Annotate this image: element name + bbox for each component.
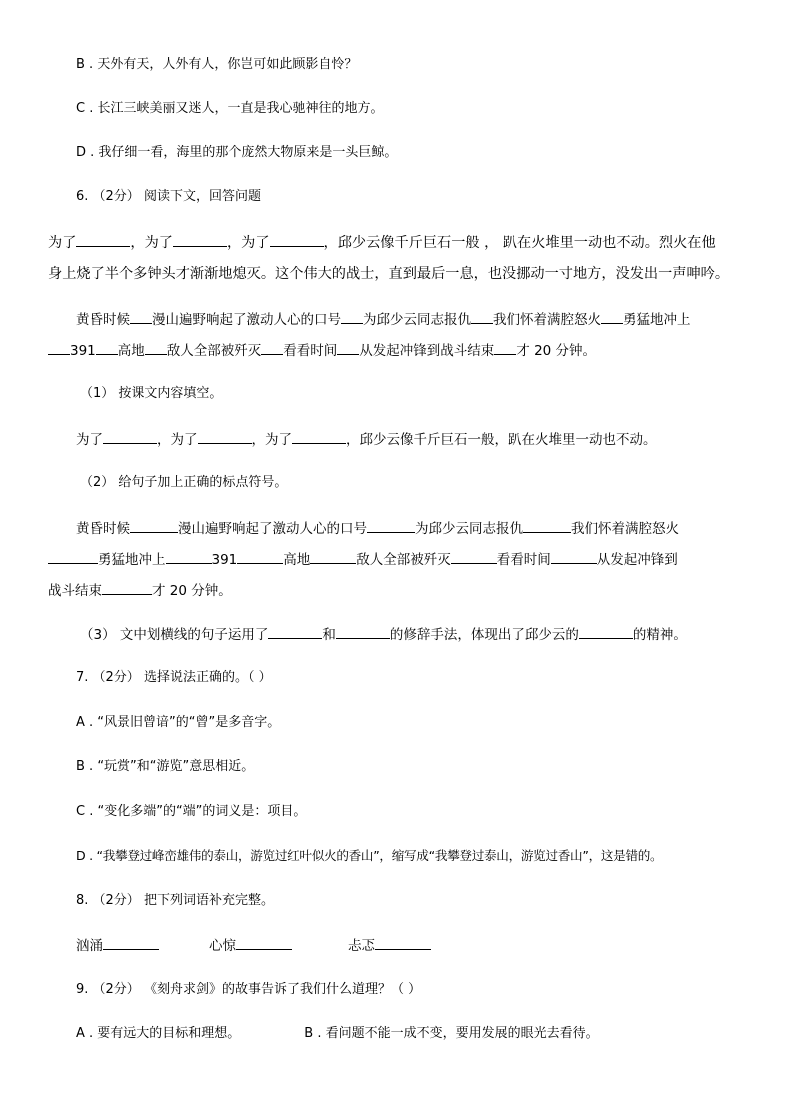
passage-line-3 (76, 309, 750, 330)
fill-text: 勇猛地冲上 (98, 552, 166, 568)
fill-text: 看看时间 (496, 552, 551, 568)
fill-text: 从发起冲锋到 (596, 552, 678, 568)
blank (494, 340, 516, 355)
fill-text: 391 (211, 552, 238, 568)
blank (270, 232, 324, 247)
answer-blank[interactable] (336, 624, 390, 639)
sub-question-2-text: （2） 给句子加上正确的标点符号。 (80, 475, 288, 490)
answer-blank[interactable] (292, 429, 346, 444)
fill-text: ，为了 (251, 432, 292, 448)
blank (261, 340, 283, 355)
fill-text: 我们怀着满腔怒火 (571, 521, 679, 537)
fill-text: 为邱少云同志报仇 (415, 521, 523, 537)
option-text: D . “我攀登过峰峦雄伟的泰山，游览过红叶似火的香山”，缩写成“我攀登过泰山，游览过香山”，这是错的。 (76, 848, 663, 863)
fill-text: 的修辞手法，体现出了邱少云的 (389, 627, 579, 643)
answer-blank[interactable] (310, 549, 356, 564)
blank (341, 309, 363, 324)
passage-text: ，为了 (130, 235, 173, 251)
answer-blank[interactable] (48, 549, 98, 564)
fill-text: ，邱少云像千斤巨石一般，趴在火堆里一动也不动。 (346, 432, 657, 448)
option-d-text: D . 我仔细一看，海里的那个庞然大物原来是一头巨鲸。 (76, 145, 398, 160)
fill-text: 战斗结束 (48, 583, 102, 599)
blank (173, 232, 227, 247)
question-9-text: 9. （2分） 《刻舟求剑》的故事告诉了我们什么道理？（ ） (76, 982, 422, 997)
answer-blank[interactable] (130, 518, 178, 533)
blank (96, 340, 118, 355)
option-b-text: B . 天外有天，人外有人，你岂可如此顾影自怜？ (76, 57, 358, 72)
answer-blank[interactable] (237, 549, 283, 564)
fill-text: 为了 (76, 432, 103, 448)
answer-blank[interactable] (166, 549, 212, 564)
question-7-text: 7. （2分） 选择说法正确的。（ ） (76, 670, 272, 685)
question-7-option-c[interactable] (76, 802, 750, 822)
question-7-option-d[interactable] (76, 846, 750, 866)
passage-line-2 (48, 264, 750, 284)
passage-text: 敌人全部被歼灭 (166, 343, 262, 359)
answer-blank[interactable] (523, 518, 571, 533)
blank (471, 309, 493, 324)
option-text: A . “风景旧曾谙”的“曾”是多音字。 (76, 715, 281, 730)
passage-text: 勇猛地冲上 (623, 312, 691, 328)
option-d-line (76, 143, 750, 163)
blank (48, 340, 70, 355)
question-8-title (76, 891, 750, 911)
answer-blank[interactable] (103, 935, 159, 950)
passage-text: ，为了 (226, 235, 270, 251)
word-text: 忐忑 (348, 938, 375, 954)
passage-text: ，邱少云像千斤巨石一般 ， 趴在火堆里一动也不动。烈火在他 (323, 235, 716, 251)
option-b-line (76, 55, 750, 75)
blank (145, 340, 167, 355)
passage-text: 看看时间 (283, 343, 338, 359)
passage-text: 漫山遍野响起了激动人心的口号 (152, 312, 341, 328)
answer-blank[interactable] (367, 518, 415, 533)
question-6-title (76, 187, 750, 207)
answer-blank[interactable] (451, 549, 497, 564)
answer-blank[interactable] (551, 549, 597, 564)
question-9-option-a[interactable]: A . 要有远大的目标和理想。 (76, 1026, 241, 1041)
sub-question-2-line-1 (76, 518, 750, 539)
passage-text: 我们怀着满腔怒火 (493, 312, 601, 328)
word-text: 汹涌 (76, 938, 103, 954)
fill-text: 高地 (283, 552, 311, 568)
question-6-text: 6. （2分） 阅读下文，回答问题 (76, 189, 261, 204)
word-text: 心惊 (209, 938, 236, 954)
answer-blank[interactable] (268, 624, 322, 639)
option-text: C . “变化多端”的“端”的词义是：项目。 (76, 804, 307, 819)
sub-question-1-fill (76, 429, 750, 450)
passage-line-4 (48, 340, 750, 361)
question-7-option-a[interactable] (76, 713, 750, 733)
passage-line-1 (48, 232, 750, 253)
question-9-option-b[interactable]: B . 看问题不能一成不变，要用发展的眼光去看待。 (304, 1026, 599, 1041)
passage-text: 从发起冲锋到战斗结束 (359, 343, 495, 359)
fill-text: 才 20 分钟。 (152, 583, 232, 599)
question-9-title (76, 980, 750, 1000)
answer-blank[interactable] (579, 624, 633, 639)
fill-text: 黄昏时候 (76, 521, 130, 537)
fill-text: 和 (322, 627, 336, 643)
question-7-title (76, 668, 750, 688)
sub-question-2 (80, 473, 750, 493)
question-8-text: 8. （2分） 把下列词语补充完整。 (76, 893, 274, 908)
answer-blank[interactable] (198, 429, 252, 444)
answer-blank[interactable] (102, 580, 152, 595)
blank (130, 309, 152, 324)
question-8-words (76, 935, 750, 956)
option-c-text: C . 长江三峡美丽又迷人，一直是我心驰神往的地方。 (76, 101, 384, 116)
passage-text: 身上烧了半个多钟头才渐渐地熄灭。这个伟大的战士，直到最后一息，也没挪动一寸地方，没发出一声呻吟。 (48, 266, 730, 282)
sub-question-1 (80, 384, 750, 404)
answer-blank[interactable] (236, 935, 292, 950)
fill-text: 漫山遍野响起了激动人心的口号 (178, 521, 367, 537)
blank (337, 340, 359, 355)
option-c-line (76, 99, 750, 119)
passage-text: 为了 (48, 235, 77, 251)
fill-text: 敌人全部被歼灭 (356, 552, 451, 568)
fill-text: 的精神。 (632, 627, 687, 643)
sub-question-1-text: （1） 按课文内容填空。 (80, 386, 223, 401)
sub-question-2-line-2 (48, 549, 750, 570)
question-9-options (76, 1024, 750, 1044)
passage-text: 为邱少云同志报仇 (363, 312, 471, 328)
answer-blank[interactable] (375, 935, 431, 950)
passage-text: 黄昏时候 (76, 312, 130, 328)
question-7-option-b[interactable] (76, 757, 750, 777)
fill-text: ，为了 (157, 432, 198, 448)
passage-text: 才 20 分钟。 (516, 343, 597, 359)
sub-question-2-line-3 (48, 580, 750, 601)
answer-blank[interactable] (103, 429, 157, 444)
passage-text: 高地 (117, 343, 145, 359)
sub-question-3 (80, 624, 750, 645)
option-text: B . “玩赏”和“游览”意思相近。 (76, 759, 255, 774)
blank (76, 232, 130, 247)
blank (601, 309, 623, 324)
passage-text: 391 (70, 343, 96, 359)
fill-text: （3） 文中划横线的句子运用了 (80, 627, 269, 643)
